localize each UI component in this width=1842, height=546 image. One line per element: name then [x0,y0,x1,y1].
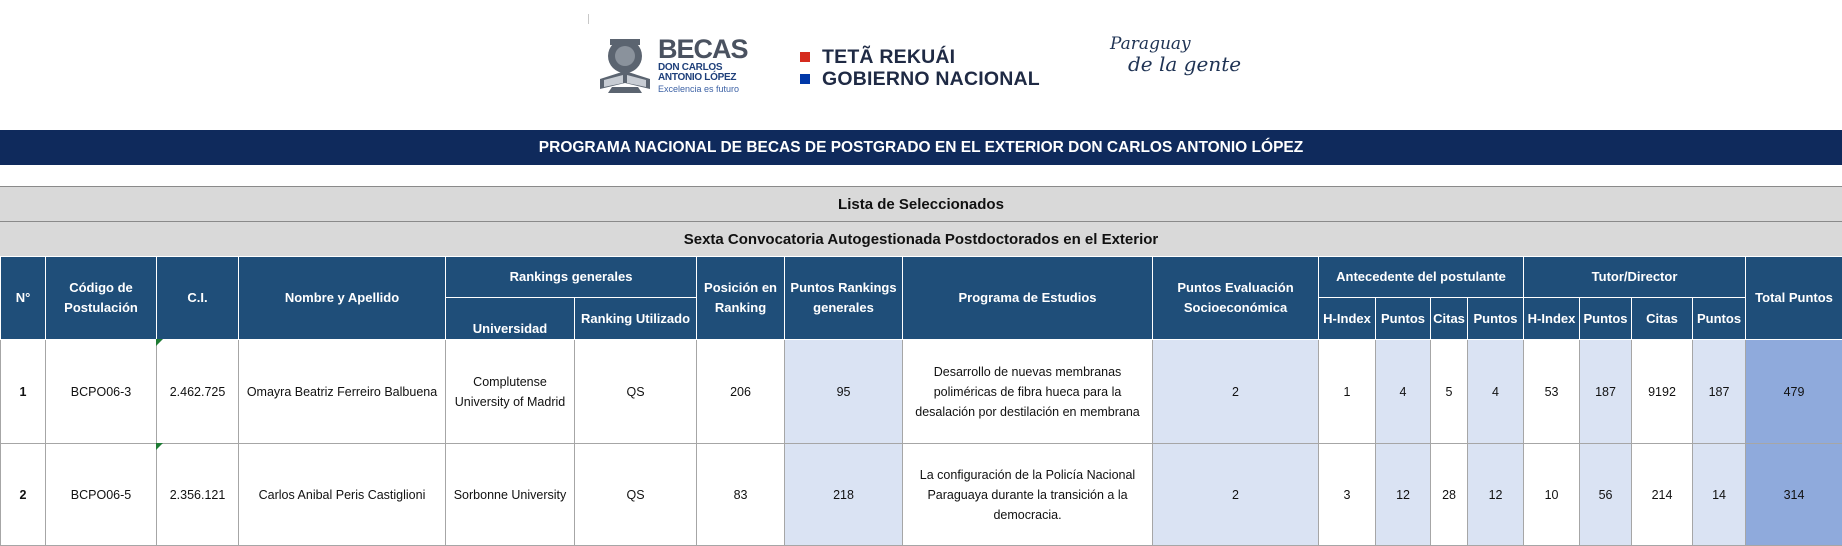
cell-code: BCPO06-5 [46,444,157,546]
becas-logo [596,33,748,97]
header-app-citas: Citas [1431,298,1468,340]
header-tut-citas: Citas [1632,298,1693,340]
header-row [1,257,1842,298]
cell-tut-citas: 9192 [1632,340,1693,444]
header-ci: C.I. [157,257,239,340]
cell-code: BCPO06-3 [46,340,157,444]
cell-app-h-points: 12 [1376,444,1431,546]
logo-bar [0,0,1842,130]
program-title: PROGRAMA NACIONAL DE BECAS DE POSTGRADO EN EL EXTERIOR DON CARLOS ANTONIO LÓPEZ [0,130,1842,165]
header-tut-citas-points: Puntos [1693,298,1746,340]
header-rankings-group: Rankings generales [446,257,697,298]
table-row [1,444,1842,546]
header-tut-h-points: Puntos [1580,298,1632,340]
becas-line-2: ANTONIO LÓPEZ [658,72,737,83]
cell-ranking-used: QS [575,340,697,444]
becas-title: BECAS [658,34,748,64]
header-app-h-points: Puntos [1376,298,1431,340]
header-program: Programa de Estudios [903,257,1153,340]
cell-marker [588,14,589,24]
header-socio-points: Puntos Evaluación Socioeconómica [1153,257,1319,340]
cell-app-citas: 5 [1431,340,1468,444]
cell-university: Sorbonne University [446,444,575,546]
cell-num: 2 [1,444,46,546]
header-num: N° [1,257,46,340]
becas-line-1: DON CARLOS [658,62,723,73]
cell-name: Carlos Anibal Peris Castiglioni [239,444,446,546]
table-row [1,340,1842,444]
selected-table [0,256,1842,546]
cell-ci: 2.462.725 [157,340,239,444]
blue-square-icon [800,74,810,84]
header-applicant-group: Antecedente del postulante [1319,257,1524,298]
header-ranking-used: Ranking Utilizado [575,298,697,340]
cell-tut-h-index: 10 [1524,444,1580,546]
header-tutor-group: Tutor/Director [1524,257,1746,298]
header-total: Total Puntos [1746,257,1842,340]
cell-app-citas-points: 12 [1468,444,1524,546]
gobierno-logo [800,46,1040,90]
paraguay-logo [1110,36,1241,75]
cell-tut-h-points: 187 [1580,340,1632,444]
cell-app-citas-points: 4 [1468,340,1524,444]
cell-program: La configuración de la Policía Nacional Paraguaya durante la transición a la democracia. [903,444,1153,546]
cell-name: Omayra Beatriz Ferreiro Balbuena [239,340,446,444]
cell-app-h-index: 1 [1319,340,1376,444]
cell-tut-citas-points: 14 [1693,444,1746,546]
cell-ranking-points: 95 [785,340,903,444]
red-square-icon [800,52,810,62]
cell-socio-points: 2 [1153,340,1319,444]
cell-app-h-points: 4 [1376,340,1431,444]
header-app-citas-points: Puntos [1468,298,1524,340]
paraguay-line-1: Paraguay [1110,34,1191,54]
cell-tut-h-points: 56 [1580,444,1632,546]
cell-socio-points: 2 [1153,444,1319,546]
cell-position: 83 [697,444,785,546]
call-title: Sexta Convocatoria Autogestionada Postdoctorados en el Exterior [0,221,1842,256]
header-tut-h-index: H-Index [1524,298,1580,340]
cell-ci: 2.356.121 [157,444,239,546]
cell-program: Desarrollo de nuevas membranas poliméricas de fibra hueca para la desalación por destilación en membrana [903,340,1153,444]
header-university: Universidad [446,298,575,340]
cell-num: 1 [1,340,46,444]
cell-tut-citas: 214 [1632,444,1693,546]
cell-total: 314 [1746,444,1842,546]
gobierno-line-1: TETÃ REKUÁI [822,45,956,68]
cell-tut-h-index: 53 [1524,340,1580,444]
header-app-h-index: H-Index [1319,298,1376,340]
cell-app-citas: 28 [1431,444,1468,546]
graduate-cap-book-icon [596,33,654,97]
cell-position: 206 [697,340,785,444]
cell-university: Complutense University of Madrid [446,340,575,444]
header-ranking-points: Puntos Rankings generales [785,257,903,340]
cell-tut-citas-points: 187 [1693,340,1746,444]
header-position: Posición en Ranking [697,257,785,340]
cell-ranking-used: QS [575,444,697,546]
list-title: Lista de Seleccionados [0,186,1842,221]
cell-total: 479 [1746,340,1842,444]
becas-slogan: Excelencia es futuro [658,84,740,94]
cell-app-h-index: 3 [1319,444,1376,546]
gobierno-line-2: GOBIERNO NACIONAL [822,67,1040,90]
cell-ranking-points: 218 [785,444,903,546]
paraguay-line-2: de la gente [1128,51,1242,76]
header-name: Nombre y Apellido [239,257,446,340]
header-code: Código de Postulación [46,257,157,340]
